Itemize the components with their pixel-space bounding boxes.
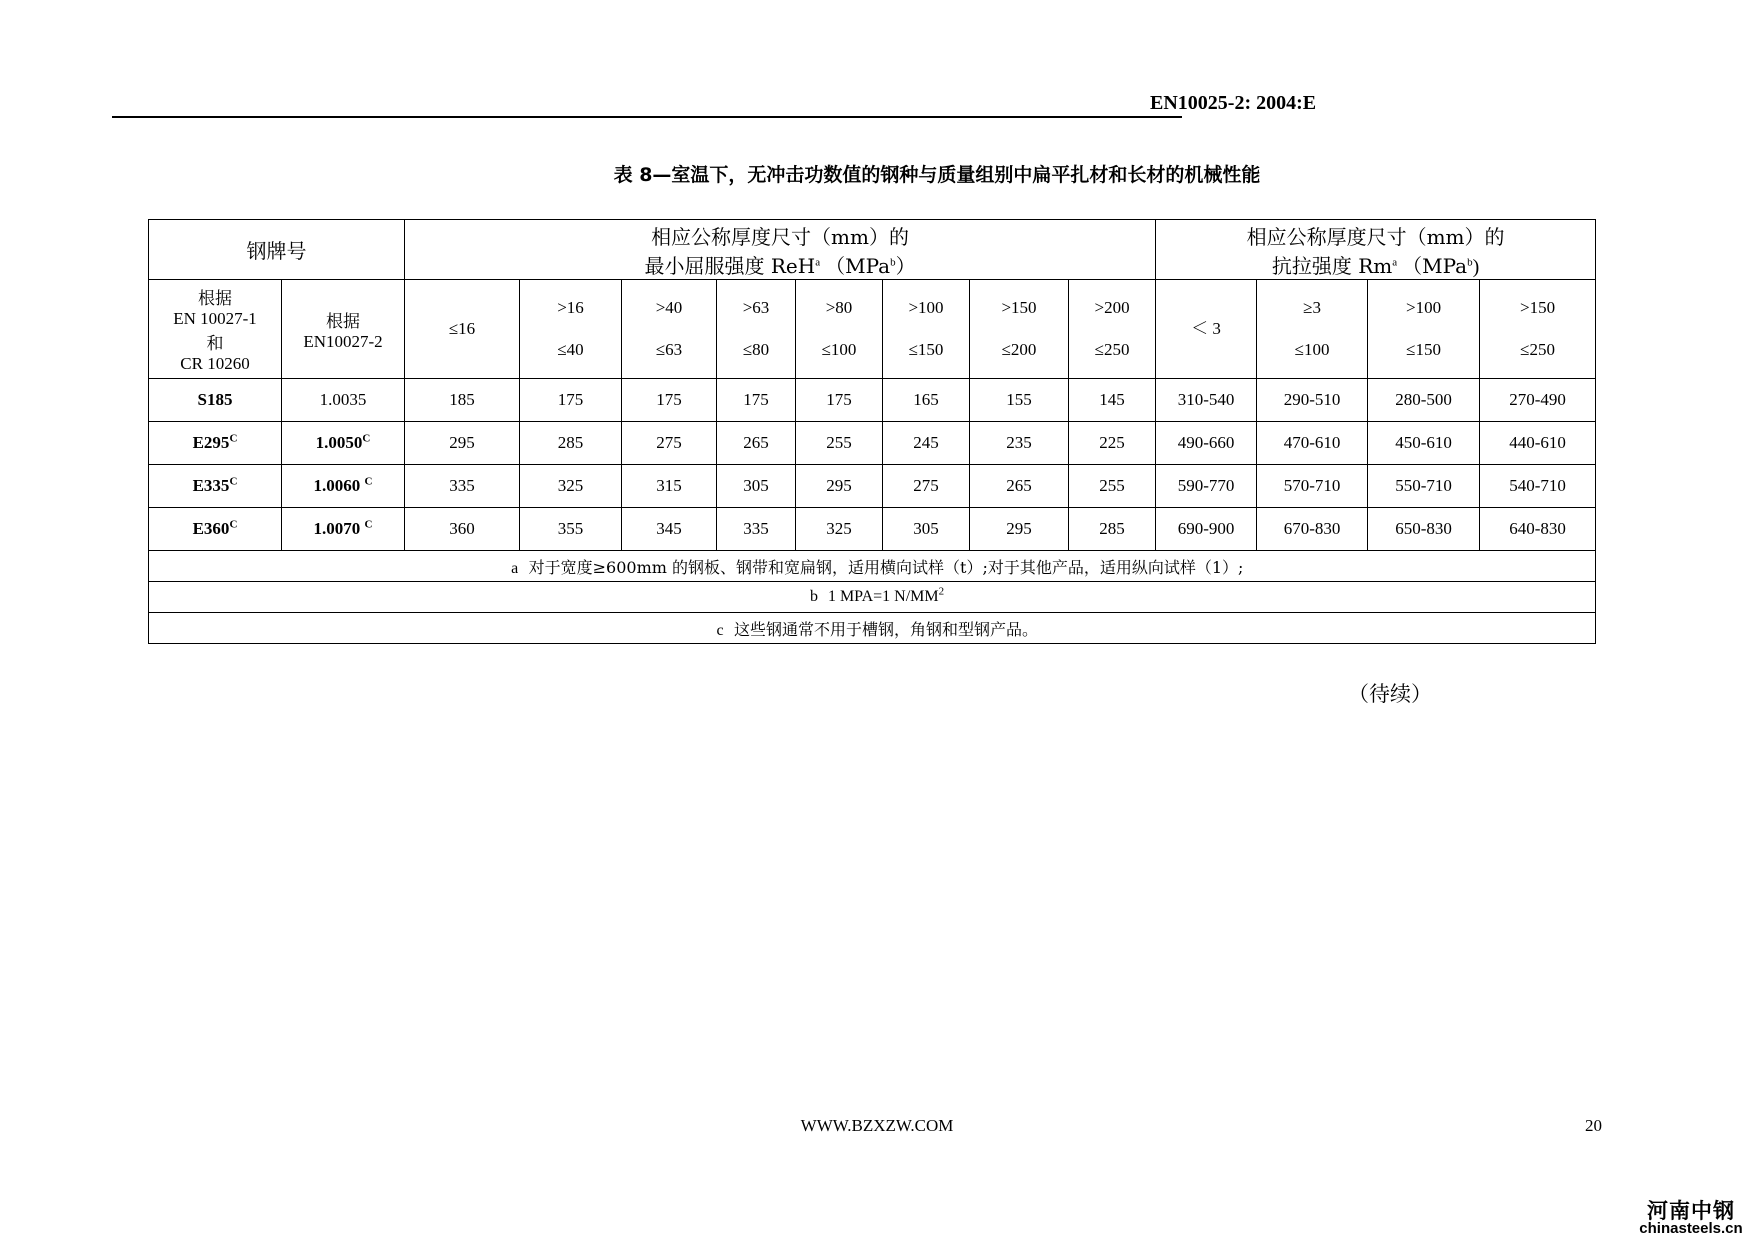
yield-value-cell: 175 [520,379,622,422]
steel-number-cell: 1.0035 [282,379,405,422]
footnote-c: c 这些钢通常不用于槽钢，角钢和型钢产品。 [149,613,1596,644]
yield-range: >63 ≤80 [717,280,796,379]
yield-range: >80 ≤100 [796,280,883,379]
footnote-a: a 对于宽度≥600mm 的钢板、钢带和宽扁钢，适用横向试样（t）;对于其他产品，适用纵向试样（1）; [149,551,1596,582]
table-row [149,508,1596,551]
yield-value-cell: 335 [405,465,520,508]
tensile-value-cell: 540-710 [1480,465,1596,508]
yield-value-cell: 165 [883,379,970,422]
tensile-range: ≥3 ≤100 [1257,280,1368,379]
yield-value-cell: 360 [405,508,520,551]
yield-strength-header: 相应公称厚度尺寸（mm）的 最小屈服强度 ReH$^a$ （MPa$^b$） [405,220,1156,280]
table-row [149,465,1596,508]
tensile-value-cell: 440-610 [1480,422,1596,465]
table-body [149,379,1596,551]
document-code: EN10025-2: 2004:E [1150,92,1317,114]
steel-number-cell: $1.0050^C$ [282,422,405,465]
tensile-value-cell: 550-710 [1368,465,1480,508]
yield-value-cell: 175 [796,379,883,422]
steel-name-cell: $E295^C$ [149,422,282,465]
yield-value-cell: 275 [883,465,970,508]
page-number: 20 [1585,1116,1602,1135]
steel-name-cell: S185 [149,379,282,422]
tensile-value-cell: 490-660 [1156,422,1257,465]
yield-value-cell: 175 [622,379,717,422]
yield-value-cell: 275 [622,422,717,465]
yield-value-cell: 305 [717,465,796,508]
yield-value-cell: 185 [405,379,520,422]
footnote-b: b 1 MPA=1 $N/MM^2$ [149,582,1596,613]
tensile-value-cell: 470-610 [1257,422,1368,465]
mechanical-properties-table [148,219,1596,644]
steel-number-cell: 1.0070 $^C$ [282,508,405,551]
steel-name-cell: $E360^C$ [149,508,282,551]
tensile-strength-header: 相应公称厚度尺寸（mm）的 抗拉强度 Rm$^a$ （MPa$^b$) [1156,220,1596,280]
tensile-range: >100 ≤150 [1368,280,1480,379]
yield-value-cell: 295 [405,422,520,465]
yield-value-cell: 285 [520,422,622,465]
yield-range: >40 ≤63 [622,280,717,379]
yield-range: >150 ≤200 [970,280,1069,379]
tensile-value-cell: 280-500 [1368,379,1480,422]
tensile-range: >150 ≤250 [1480,280,1596,379]
designation-by-en10027-1: 根据 EN 10027-1 和 CR 10260 [149,280,282,379]
yield-value-cell: 325 [520,465,622,508]
yield-value-cell: 155 [970,379,1069,422]
yield-value-cell: 355 [520,508,622,551]
yield-value-cell: 315 [622,465,717,508]
yield-value-cell: 305 [883,508,970,551]
yield-value-cell: 245 [883,422,970,465]
table-row [149,379,1596,422]
yield-value-cell: 255 [796,422,883,465]
yield-value-cell: 175 [717,379,796,422]
yield-value-cell: 145 [1069,379,1156,422]
steel-number-cell: 1.0060 $^C$ [282,465,405,508]
yield-value-cell: 295 [970,508,1069,551]
footer-site: WWW.BZXZW.COM [800,1116,954,1135]
tensile-value-cell: 270-490 [1480,379,1596,422]
designation-by-en10027-2: 根据 EN10027-2 [282,280,405,379]
yield-value-cell: 225 [1069,422,1156,465]
tensile-value-cell: 640-830 [1480,508,1596,551]
steel-grade-header: 钢牌号 [149,220,405,280]
yield-value-cell: 325 [796,508,883,551]
yield-range: ≤16 [405,280,520,379]
tensile-value-cell: 590-770 [1156,465,1257,508]
tensile-value-cell: 290-510 [1257,379,1368,422]
table-row [149,422,1596,465]
table-title: 表 8—室温下，无冲击功数值的钢种与质量组别中扁平扎材和长材的机械性能 [613,164,1261,186]
tensile-value-cell: 690-900 [1156,508,1257,551]
yield-value-cell: 265 [970,465,1069,508]
yield-range: >100 ≤150 [883,280,970,379]
tensile-value-cell: 670-830 [1257,508,1368,551]
yield-value-cell: 295 [796,465,883,508]
tensile-value-cell: 570-710 [1257,465,1368,508]
tensile-value-cell: 310-540 [1156,379,1257,422]
tensile-value-cell: 450-610 [1368,422,1480,465]
yield-value-cell: 255 [1069,465,1156,508]
yield-value-cell: 345 [622,508,717,551]
yield-range: >16 ≤40 [520,280,622,379]
yield-value-cell: 235 [970,422,1069,465]
watermark-logo: 河南中钢 chinasteels.cn [1639,1198,1743,1237]
yield-range: >200 ≤250 [1069,280,1156,379]
header-rule [112,116,1182,118]
yield-value-cell: 335 [717,508,796,551]
steel-name-cell: $E335^C$ [149,465,282,508]
continued-note: （待续） [1348,682,1432,706]
yield-value-cell: 265 [717,422,796,465]
yield-value-cell: 285 [1069,508,1156,551]
tensile-value-cell: 650-830 [1368,508,1480,551]
tensile-range: ＜ 3 [1156,280,1257,379]
